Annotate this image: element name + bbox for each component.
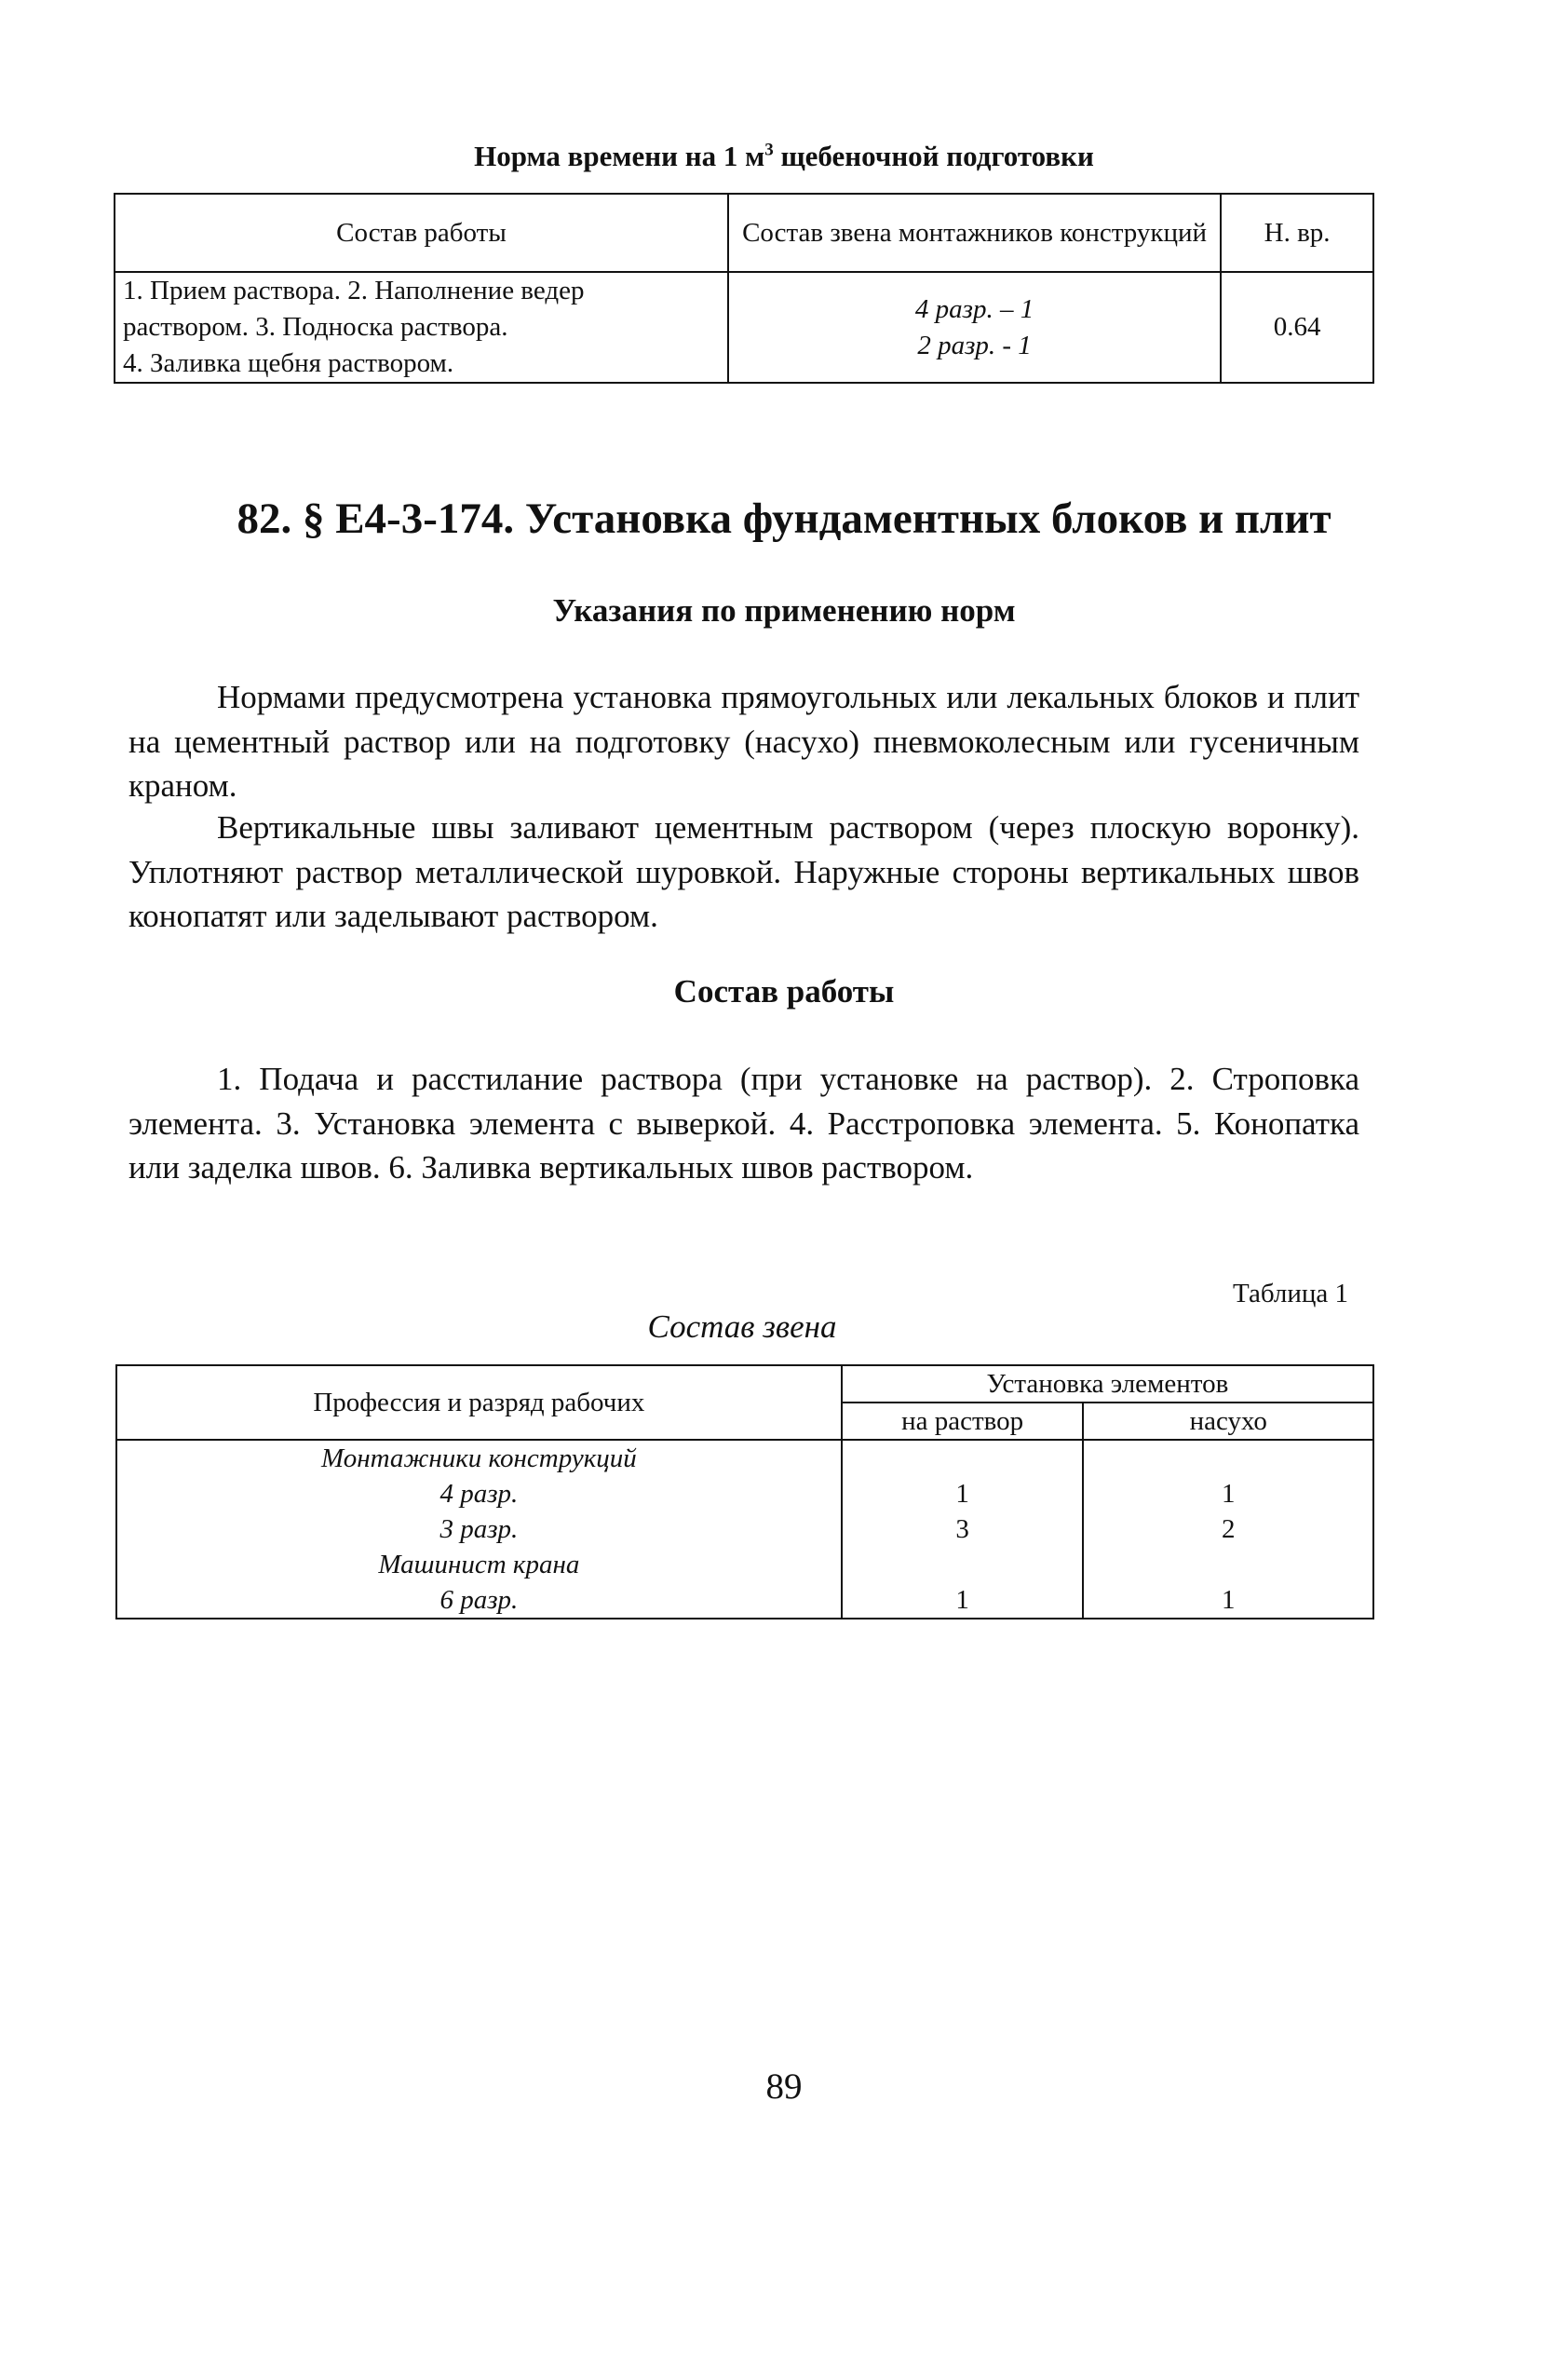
- header-norm: Н. вр.: [1221, 194, 1373, 272]
- profession-name: Монтажники конструкций: [116, 1440, 842, 1476]
- work-line-1: 1. Прием раствора. 2. Наполнение ведер: [123, 276, 585, 305]
- crew-table-caption: Состав звена: [647, 1308, 837, 1345]
- header-profession: Профессия и разряд рабочих: [116, 1365, 842, 1440]
- guidance-paragraph-1: Нормами предусмотрена установка прямоугольных или лекальных блоков и плит на цементный раствор или на подготовку (насухо) пневмоколесным или гусеничным краном.: [128, 679, 1359, 804]
- dry-value: 1: [1083, 1582, 1373, 1619]
- table-row: [116, 1582, 1373, 1619]
- norm-table-title: [0, 140, 1568, 173]
- norm-table-row: [115, 272, 1373, 383]
- dry-value: 1: [1083, 1476, 1373, 1511]
- on-mortar-value: 1: [842, 1476, 1084, 1511]
- profession-name: 4 разр.: [116, 1476, 842, 1511]
- guidance-heading: Указания по применению норм: [552, 592, 1016, 629]
- dry-value: [1083, 1547, 1373, 1582]
- on-mortar-value: [842, 1440, 1084, 1476]
- on-mortar-value: 3: [842, 1511, 1084, 1547]
- norm-title-superscript: 3: [764, 140, 774, 160]
- table-row: [116, 1547, 1373, 1582]
- header-on-mortar: на раствор: [842, 1403, 1084, 1440]
- norm-table-header-row: [115, 194, 1373, 272]
- table-row: [116, 1440, 1373, 1476]
- crew-cell: [728, 272, 1221, 383]
- work-line-2: раствором. 3. Подноска раствора.: [123, 312, 508, 342]
- profession-name: 3 разр.: [116, 1511, 842, 1547]
- on-mortar-value: [842, 1547, 1084, 1582]
- section-title: 82. § Е4-3-174. Установка фундаментных блоков и плит: [237, 495, 1331, 543]
- work-cell: [115, 272, 728, 383]
- crew-table-header-row-1: [116, 1365, 1373, 1403]
- crew-line-1: 4 разр. – 1: [914, 293, 1034, 324]
- table-number-label: Таблица 1: [1232, 1279, 1348, 1308]
- work-composition-paragraph: 1. Подача и расстилание раствора (при установке на раствор). 2. Строповка элемента. 3. Установка элемента с выверкой. 4. Расстроповка элемента. 5. Конопатка или заделка швов. 6. Заливка вертикальных швов раствором.: [128, 1061, 1359, 1186]
- header-dry: насухо: [1083, 1403, 1373, 1440]
- header-work: Состав работы: [115, 194, 728, 272]
- guidance-paragraph-2: Вертикальные швы заливают цементным раствором (через плоскую воронку). Уплотняют раствор металлической шуровкой. Наружные стороны вертикальных швов конопатят или заделывают раствором.: [128, 809, 1359, 934]
- dry-value: 2: [1083, 1511, 1373, 1547]
- page-number: 89: [765, 2067, 803, 2107]
- table-row: [116, 1476, 1373, 1511]
- norm-title-prefix: Норма времени на 1 м: [474, 140, 765, 172]
- header-installation: Установка элементов: [842, 1365, 1373, 1403]
- norm-value: 0.64: [1221, 272, 1373, 383]
- work-line-3: 4. Заливка щебня раствором.: [123, 348, 454, 378]
- work-composition-heading: Состав работы: [673, 973, 895, 1010]
- dry-value: [1083, 1440, 1373, 1476]
- header-crew: Состав звена монтажников конструкций: [728, 194, 1221, 272]
- crew-table: [115, 1364, 1374, 1619]
- norm-title-suffix: щебеночной подготовки: [773, 140, 1094, 172]
- profession-name: Машинист крана: [116, 1547, 842, 1582]
- norm-table: [114, 193, 1374, 384]
- table-row: [116, 1511, 1373, 1547]
- crew-line-2: 2 разр. - 1: [917, 330, 1032, 360]
- profession-name: 6 разр.: [116, 1582, 842, 1619]
- on-mortar-value: 1: [842, 1582, 1084, 1619]
